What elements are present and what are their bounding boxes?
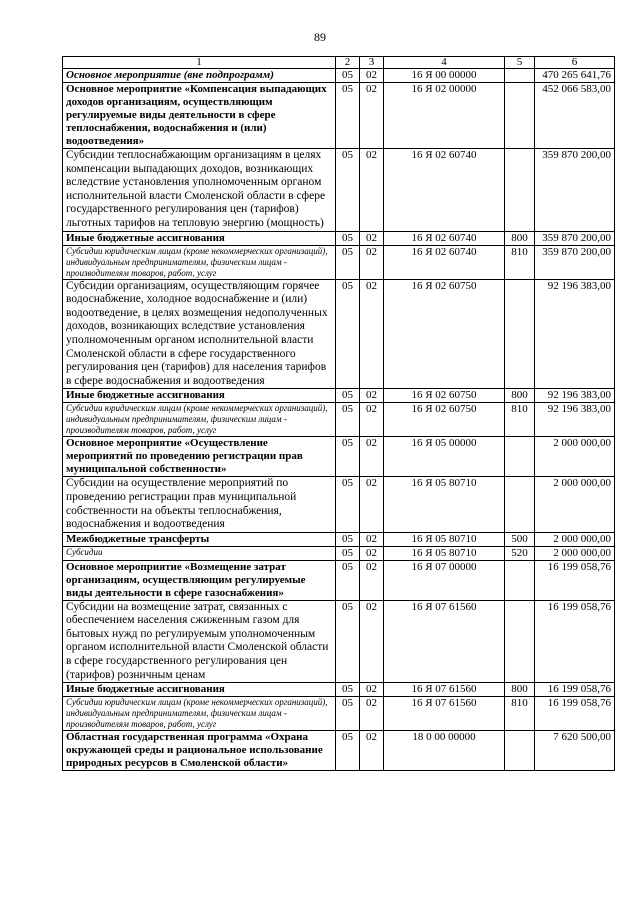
table-row	[63, 532, 615, 546]
row-name-cell: Основное мероприятие «Возмещение затрат организациям, осуществляющим регулируемые виды деятельности в сфере газоснабжения»	[63, 560, 336, 600]
row-subsection-cell: 02	[360, 403, 384, 437]
header-cell: 6	[535, 57, 615, 69]
row-amount-cell: 16 199 058,76	[535, 560, 615, 600]
row-section-cell: 05	[336, 437, 360, 477]
row-section-cell: 05	[336, 560, 360, 600]
table-row	[63, 389, 615, 403]
row-subsection-cell: 02	[360, 546, 384, 560]
row-target-code-cell: 16 Я 07 00000	[384, 560, 505, 600]
row-target-code-cell: 16 Я 05 80710	[384, 546, 505, 560]
header-cell: 3	[360, 57, 384, 69]
row-target-code-cell: 16 Я 02 60740	[384, 245, 505, 279]
row-expense-type-cell: 800	[505, 389, 535, 403]
row-expense-type-cell: 500	[505, 532, 535, 546]
row-section-cell: 05	[336, 69, 360, 83]
row-name-cell: Иные бюджетные ассигнования	[63, 683, 336, 697]
row-target-code-cell: 16 Я 02 60740	[384, 231, 505, 245]
row-target-code-cell: 16 Я 07 61560	[384, 683, 505, 697]
row-section-cell: 05	[336, 477, 360, 532]
table-row	[63, 600, 615, 683]
row-subsection-cell: 02	[360, 532, 384, 546]
row-amount-cell: 7 620 500,00	[535, 731, 615, 771]
row-section-cell: 05	[336, 389, 360, 403]
header-cell: 5	[505, 57, 535, 69]
row-expense-type-cell: 810	[505, 403, 535, 437]
row-subsection-cell: 02	[360, 389, 384, 403]
row-subsection-cell: 02	[360, 279, 384, 389]
row-section-cell: 05	[336, 149, 360, 232]
header-cell: 2	[336, 57, 360, 69]
row-name-cell: Межбюджетные трансферты	[63, 532, 336, 546]
row-subsection-cell: 02	[360, 560, 384, 600]
row-section-cell: 05	[336, 532, 360, 546]
row-name-cell: Иные бюджетные ассигнования	[63, 389, 336, 403]
table-row	[63, 245, 615, 279]
row-amount-cell: 452 066 583,00	[535, 83, 615, 149]
row-name-cell: Основное мероприятие «Осуществление мероприятий по проведению регистрации прав муниципальной собственности»	[63, 437, 336, 477]
page-number: 89	[314, 30, 326, 44]
row-name-cell: Субсидии юридическим лицам (кроме некоммерческих организаций), индивидуальным предпринимателям, физическим лицам - производителям товаров, работ, услуг	[63, 403, 336, 437]
row-subsection-cell: 02	[360, 697, 384, 731]
table-row	[63, 83, 615, 149]
row-subsection-cell: 02	[360, 245, 384, 279]
row-section-cell: 05	[336, 600, 360, 683]
row-expense-type-cell: 810	[505, 697, 535, 731]
row-target-code-cell: 16 Я 02 60750	[384, 403, 505, 437]
row-amount-cell: 359 870 200,00	[535, 231, 615, 245]
row-target-code-cell: 16 Я 05 00000	[384, 437, 505, 477]
row-section-cell: 05	[336, 83, 360, 149]
row-amount-cell: 92 196 383,00	[535, 403, 615, 437]
row-expense-type-cell: 810	[505, 245, 535, 279]
row-target-code-cell: 16 Я 05 80710	[384, 477, 505, 532]
table-row	[63, 279, 615, 389]
row-expense-type-cell	[505, 560, 535, 600]
table-row	[63, 683, 615, 697]
table-row	[63, 437, 615, 477]
table-row	[63, 231, 615, 245]
row-target-code-cell: 16 Я 02 00000	[384, 83, 505, 149]
row-name-cell: Субсидии на осуществление мероприятий по проведению регистрации прав муниципальной собственности на объекты теплоснабжения, водоснабжения и водоотведения	[63, 477, 336, 532]
row-target-code-cell: 16 Я 07 61560	[384, 697, 505, 731]
row-target-code-cell: 16 Я 05 80710	[384, 532, 505, 546]
row-amount-cell: 92 196 383,00	[535, 389, 615, 403]
row-target-code-cell: 16 Я 07 61560	[384, 600, 505, 683]
row-amount-cell: 2 000 000,00	[535, 437, 615, 477]
row-name-cell: Субсидии юридическим лицам (кроме некоммерческих организаций), индивидуальным предпринимателям, физическим лицам - производителям товаров, работ, услуг	[63, 245, 336, 279]
row-amount-cell: 92 196 383,00	[535, 279, 615, 389]
row-name-cell: Субсидии теплоснабжающим организациям в целях компенсации выпадающих доходов, возникающих вследствие установления уполномоченным органом исполнительной власти Смоленской области в сфере государственного регулирования цен (тарифов) льготных тарифов на тепловую энергию (мощность)	[63, 149, 336, 232]
row-name-cell: Субсидии	[63, 546, 336, 560]
table-row	[63, 403, 615, 437]
row-amount-cell: 16 199 058,76	[535, 697, 615, 731]
budget-table	[62, 56, 615, 771]
table-body	[63, 57, 615, 771]
row-expense-type-cell	[505, 477, 535, 532]
row-subsection-cell: 02	[360, 731, 384, 771]
header-row	[63, 57, 615, 69]
table-row	[63, 477, 615, 532]
row-section-cell: 05	[336, 546, 360, 560]
row-expense-type-cell: 800	[505, 683, 535, 697]
row-amount-cell: 16 199 058,76	[535, 683, 615, 697]
table-row	[63, 560, 615, 600]
row-subsection-cell: 02	[360, 83, 384, 149]
row-amount-cell: 2 000 000,00	[535, 546, 615, 560]
row-subsection-cell: 02	[360, 437, 384, 477]
row-name-cell: Иные бюджетные ассигнования	[63, 231, 336, 245]
row-subsection-cell: 02	[360, 477, 384, 532]
row-amount-cell: 16 199 058,76	[535, 600, 615, 683]
row-amount-cell: 2 000 000,00	[535, 477, 615, 532]
row-name-cell: Областная государственная программа «Охрана окружающей среды и рациональное использование природных ресурсов в Смоленской области»	[63, 731, 336, 771]
row-expense-type-cell	[505, 69, 535, 83]
row-target-code-cell: 16 Я 02 60750	[384, 389, 505, 403]
row-expense-type-cell	[505, 83, 535, 149]
row-expense-type-cell	[505, 731, 535, 771]
row-section-cell: 05	[336, 279, 360, 389]
row-target-code-cell: 16 Я 00 00000	[384, 69, 505, 83]
row-subsection-cell: 02	[360, 600, 384, 683]
row-name-cell: Субсидии юридическим лицам (кроме некоммерческих организаций), индивидуальным предпринимателям, физическим лицам - производителям товаров, работ, услуг	[63, 697, 336, 731]
table-row	[63, 731, 615, 771]
row-expense-type-cell: 520	[505, 546, 535, 560]
row-expense-type-cell	[505, 600, 535, 683]
row-subsection-cell: 02	[360, 231, 384, 245]
row-amount-cell: 359 870 200,00	[535, 149, 615, 232]
row-expense-type-cell	[505, 279, 535, 389]
table-row	[63, 697, 615, 731]
row-name-cell: Субсидии организациям, осуществляющим горячее водоснабжение, холодное водоснабжение и (или) водоотведение, в целях возмещения недополученных доходов, возникающих вследствие установления уполномоченным органом исполнительной власти Смоленской области в сфере государственного регулирования цен (тарифов) для населения тарифов в сфере водоснабжения и водоотведения	[63, 279, 336, 389]
row-target-code-cell: 16 Я 02 60740	[384, 149, 505, 232]
table-row	[63, 149, 615, 232]
row-subsection-cell: 02	[360, 69, 384, 83]
row-section-cell: 05	[336, 683, 360, 697]
header-cell: 1	[63, 57, 336, 69]
row-amount-cell: 359 870 200,00	[535, 245, 615, 279]
table-row	[63, 546, 615, 560]
row-name-cell: Основное мероприятие (вне подпрограмм)	[63, 69, 336, 83]
row-section-cell: 05	[336, 231, 360, 245]
row-section-cell: 05	[336, 403, 360, 437]
row-subsection-cell: 02	[360, 683, 384, 697]
row-expense-type-cell	[505, 437, 535, 477]
row-target-code-cell: 18 0 00 00000	[384, 731, 505, 771]
header-cell: 4	[384, 57, 505, 69]
row-target-code-cell: 16 Я 02 60750	[384, 279, 505, 389]
row-name-cell: Основное мероприятие «Компенсация выпадающих доходов организациям, осуществляющим регулируемые виды деятельности в сфере теплоснабжения, водоснабжения и (или) водоотведения»	[63, 83, 336, 149]
table-row	[63, 69, 615, 83]
row-subsection-cell: 02	[360, 149, 384, 232]
row-section-cell: 05	[336, 731, 360, 771]
row-amount-cell: 470 265 641,76	[535, 69, 615, 83]
row-name-cell: Субсидии на возмещение затрат, связанных с обеспечением населения сжиженным газом для бытовых нужд по регулируемым уполномоченным органом исполнительной власти Смоленской области в сфере государственного регулирования цен (тарифов) розничным ценам	[63, 600, 336, 683]
row-expense-type-cell	[505, 149, 535, 232]
row-section-cell: 05	[336, 697, 360, 731]
row-amount-cell: 2 000 000,00	[535, 532, 615, 546]
row-section-cell: 05	[336, 245, 360, 279]
row-expense-type-cell: 800	[505, 231, 535, 245]
